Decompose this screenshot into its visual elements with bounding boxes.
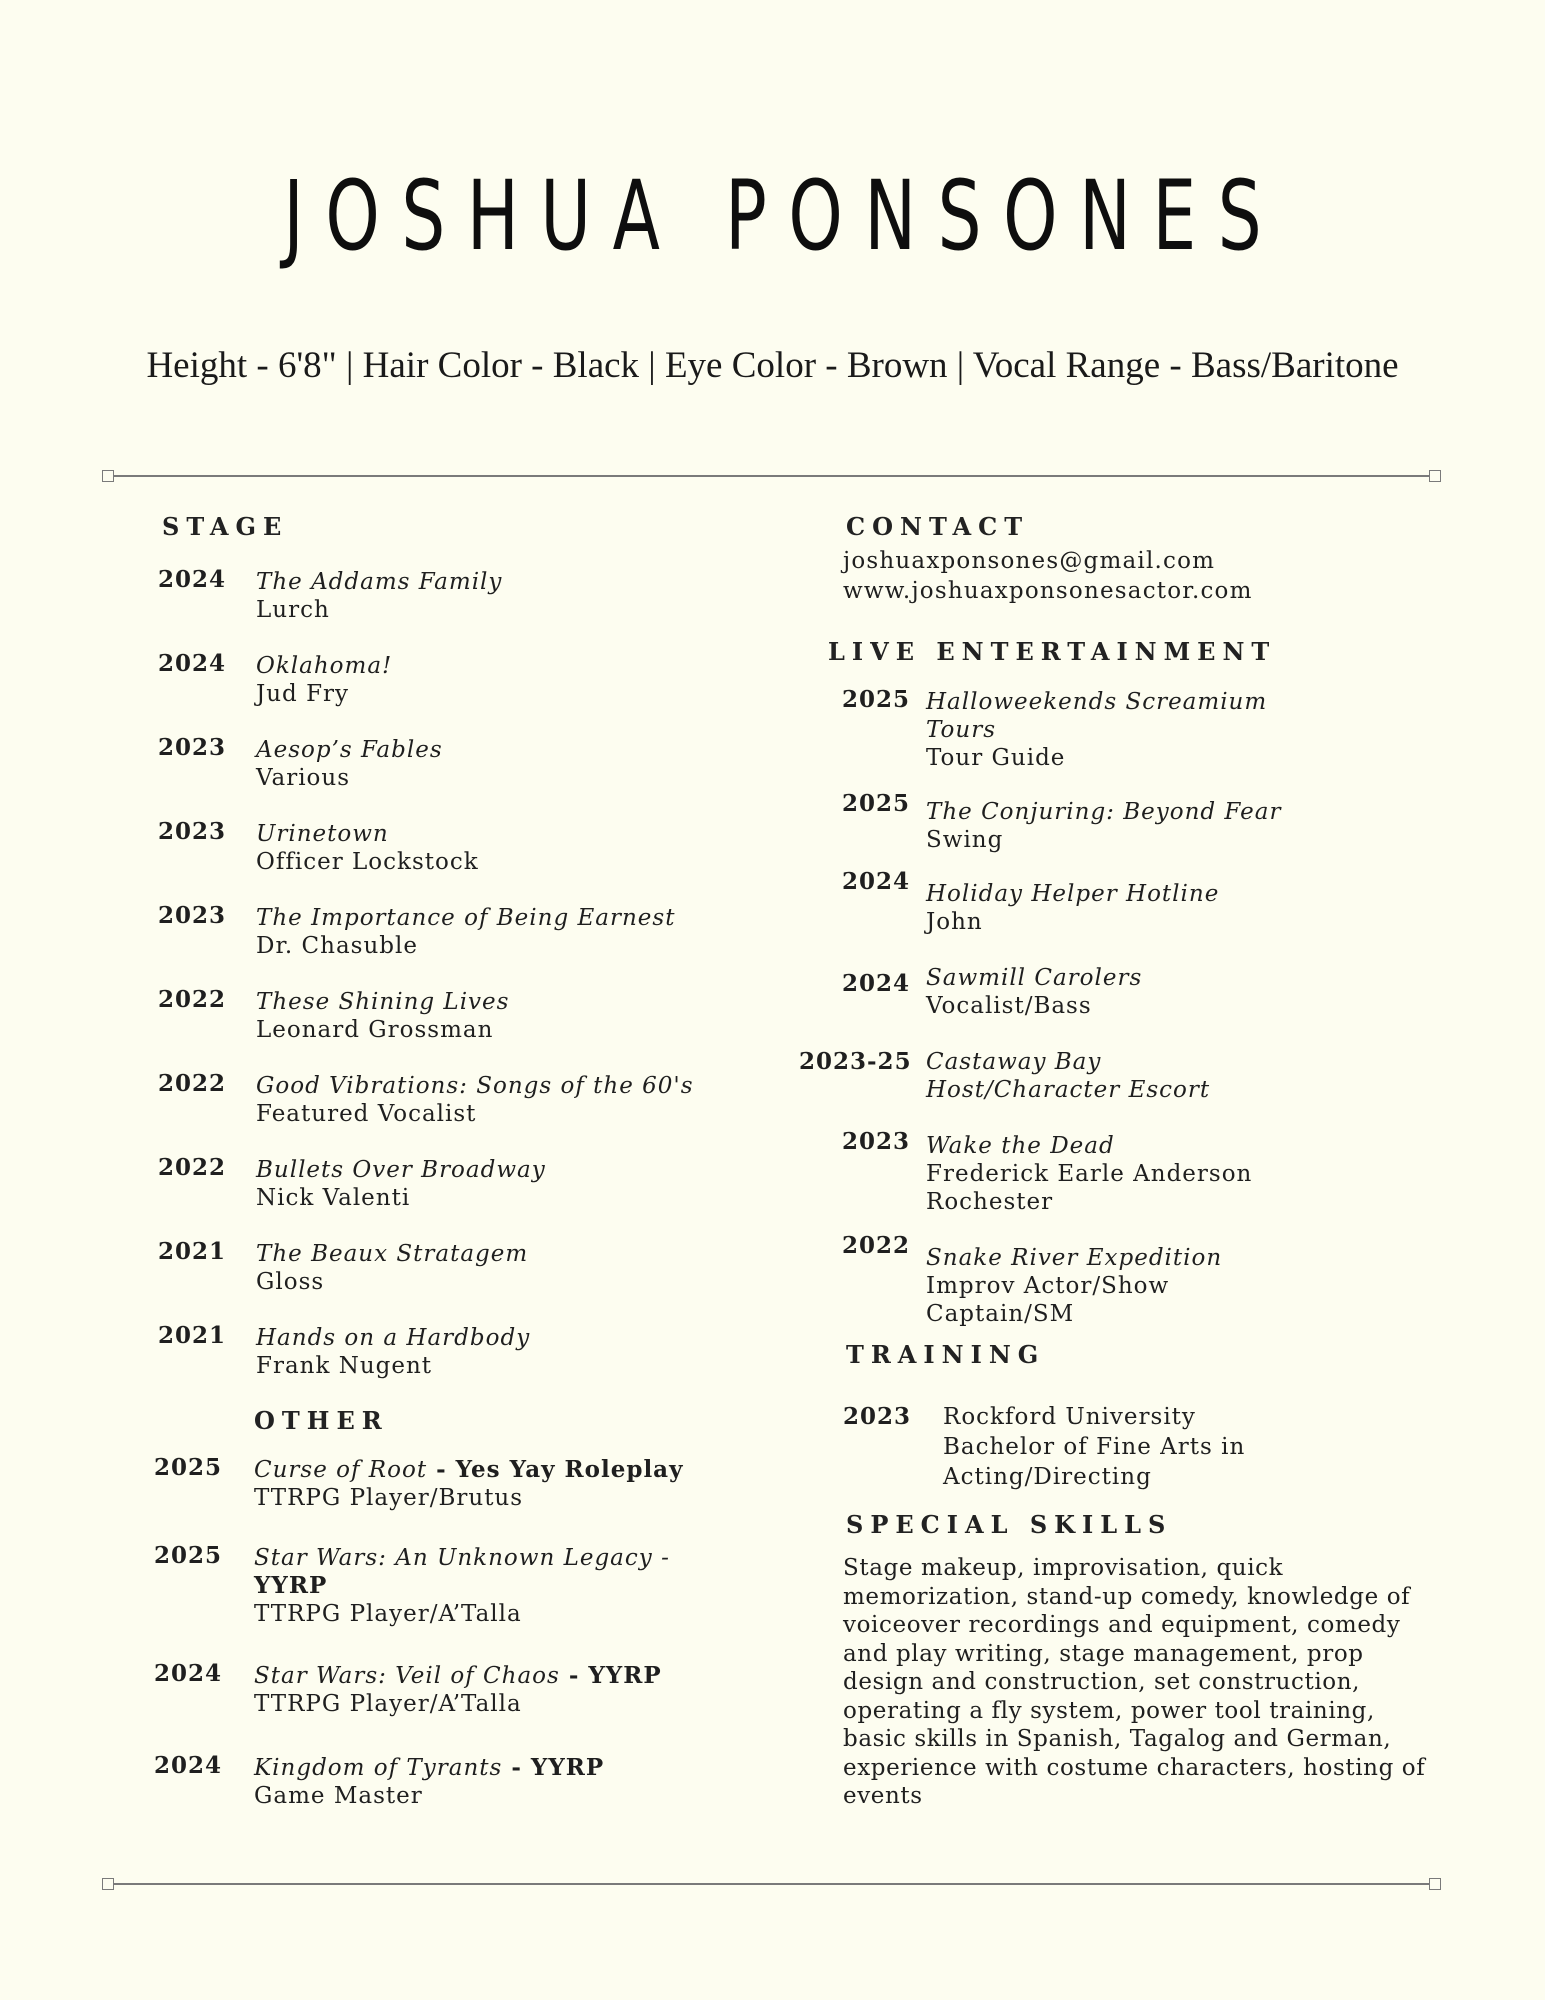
entry-company: - Yes Yay Roleplay [427,1456,684,1483]
entry-year: 2023 [158,902,227,929]
entry-title: Wake the Dead [926,1133,1115,1159]
live-entertainment-heading: LIVE ENTERTAINMENT [828,637,1277,666]
entry-year: 2025 [842,686,911,713]
contact-website[interactable]: www.joshuaxponsonesactor.com [843,578,1253,604]
other-heading: OTHER [254,1406,389,1435]
training-school: Rockford University [943,1404,1196,1430]
entry-title: The Importance of Being Earnest [256,905,676,931]
entry-role: Vocalist/Bass [926,993,1092,1019]
entry-year: 2023-25 [799,1048,912,1075]
entry-role: TTRPG Player/A’Talla [254,1691,522,1717]
entry-role: Improv Actor/Show [926,1273,1170,1299]
entry-year: 2024 [158,650,227,677]
entry-year: 2025 [154,1542,223,1569]
entry-title: Star Wars: Veil of Chaos [254,1663,560,1689]
entry-title: The Beaux Stratagem [256,1241,529,1267]
entry-year: 2023 [158,734,227,761]
entry-year: 2022 [158,1070,227,1097]
entry-role-cont: Captain/SM [926,1301,1075,1327]
entry-title: Snake River Expedition [926,1245,1223,1271]
entry-role: Swing [926,827,1004,853]
entry-role: Lurch [256,597,330,623]
entry-role: Frank Nugent [256,1353,433,1379]
entry-role: Officer Lockstock [256,849,479,875]
entry-title: These Shining Lives [256,989,510,1015]
entry-year: 2023 [842,1128,911,1155]
training-year: 2023 [843,1403,912,1430]
entry-role: TTRPG Player/A’Talla [254,1601,522,1627]
entry-role: Jud Fry [256,681,350,707]
training-degree-cont: Acting/Directing [943,1464,1152,1490]
special-skills-text: Stage makeup, improvisation, quick memorization, stand-up comedy, knowledge of voiceover recordings and equipment, comedy and play writing, stage management, prop design and construction, set construction, operating a fly system, power tool training, basic skills in Spanish, Tagalog and German, experience with costume characters, hosting of events [843,1555,1426,1809]
entry-year: 2025 [842,790,911,817]
entry-title: The Conjuring: Beyond Fear [926,799,1282,825]
entry-year: 2022 [842,1232,911,1259]
entry-year: 2024 [154,1752,223,1779]
entry-year: 2024 [158,566,227,593]
entry-year: 2024 [842,970,911,997]
entry-title: Kingdom of Tyrants [254,1755,503,1781]
entry-role: Nick Valenti [256,1185,411,1211]
entry-year: 2024 [842,868,911,895]
entry-year: 2024 [154,1660,223,1687]
bottom-divider [102,1878,1441,1890]
entry-title: Hands on a Hardbody [256,1325,531,1351]
entry-year: 2023 [158,818,227,845]
entry-role: Dr. Chasuble [256,933,418,959]
entry-year: 2022 [158,1154,227,1181]
entry-role: John [926,909,983,935]
entry-role-cont: Rochester [926,1189,1054,1215]
entry-company: YYRP [254,1572,328,1599]
entry-year: 2025 [154,1454,223,1481]
entry-role: Frederick Earle Anderson [926,1161,1253,1187]
entry-role: Tour Guide [926,745,1066,771]
entry-role: Leonard Grossman [256,1017,494,1043]
entry-year: 2021 [158,1238,227,1265]
stage-heading: STAGE [162,512,289,541]
entry-title: Sawmill Carolers [926,965,1143,991]
training-heading: TRAINING [846,1340,1046,1369]
entry-role: Featured Vocalist [256,1101,477,1127]
entry-title: Bullets Over Broadway [256,1157,546,1183]
entry-title: Castaway Bay [926,1049,1102,1075]
entry-role: Gloss [256,1269,325,1295]
entry-title: Aesop’s Fables [256,737,443,763]
entry-title-cont: Host/Character Escort [926,1077,1211,1103]
entry-title-cont: Tours [926,717,997,743]
entry-title: Good Vibrations: Songs of the 60's [256,1073,694,1099]
physical-stats: Height - 6'8" | Hair Color - Black | Eye Color - Brown | Vocal Range - Bass/Baritone [146,345,1399,386]
top-divider [102,470,1441,482]
training-degree: Bachelor of Fine Arts in [943,1434,1246,1460]
entry-company: - YYRP [559,1662,662,1689]
entry-title: Holiday Helper Hotline [926,881,1220,907]
resume-name: JOSHUA PONSONES [283,160,1284,272]
entry-title: Urinetown [256,821,389,847]
entry-role: Game Master [254,1783,423,1809]
entry-role: TTRPG Player/Brutus [254,1485,524,1511]
entry-title: Oklahoma! [256,653,393,679]
entry-company: - YYRP [502,1754,605,1781]
entry-year: 2021 [158,1322,227,1349]
entry-title: Curse of Root [254,1457,428,1483]
entry-title: Star Wars: An Unknown Legacy - [254,1545,670,1571]
entry-title: Halloweekends Screamium [926,689,1268,715]
special-skills-heading: SPECIAL SKILLS [846,1510,1173,1539]
entry-year: 2022 [158,986,227,1013]
entry-role: Various [256,765,351,791]
contact-heading: CONTACT [846,512,1030,541]
contact-email[interactable]: joshuaxponsones@gmail.com [843,548,1216,574]
entry-title: The Addams Family [256,569,503,595]
